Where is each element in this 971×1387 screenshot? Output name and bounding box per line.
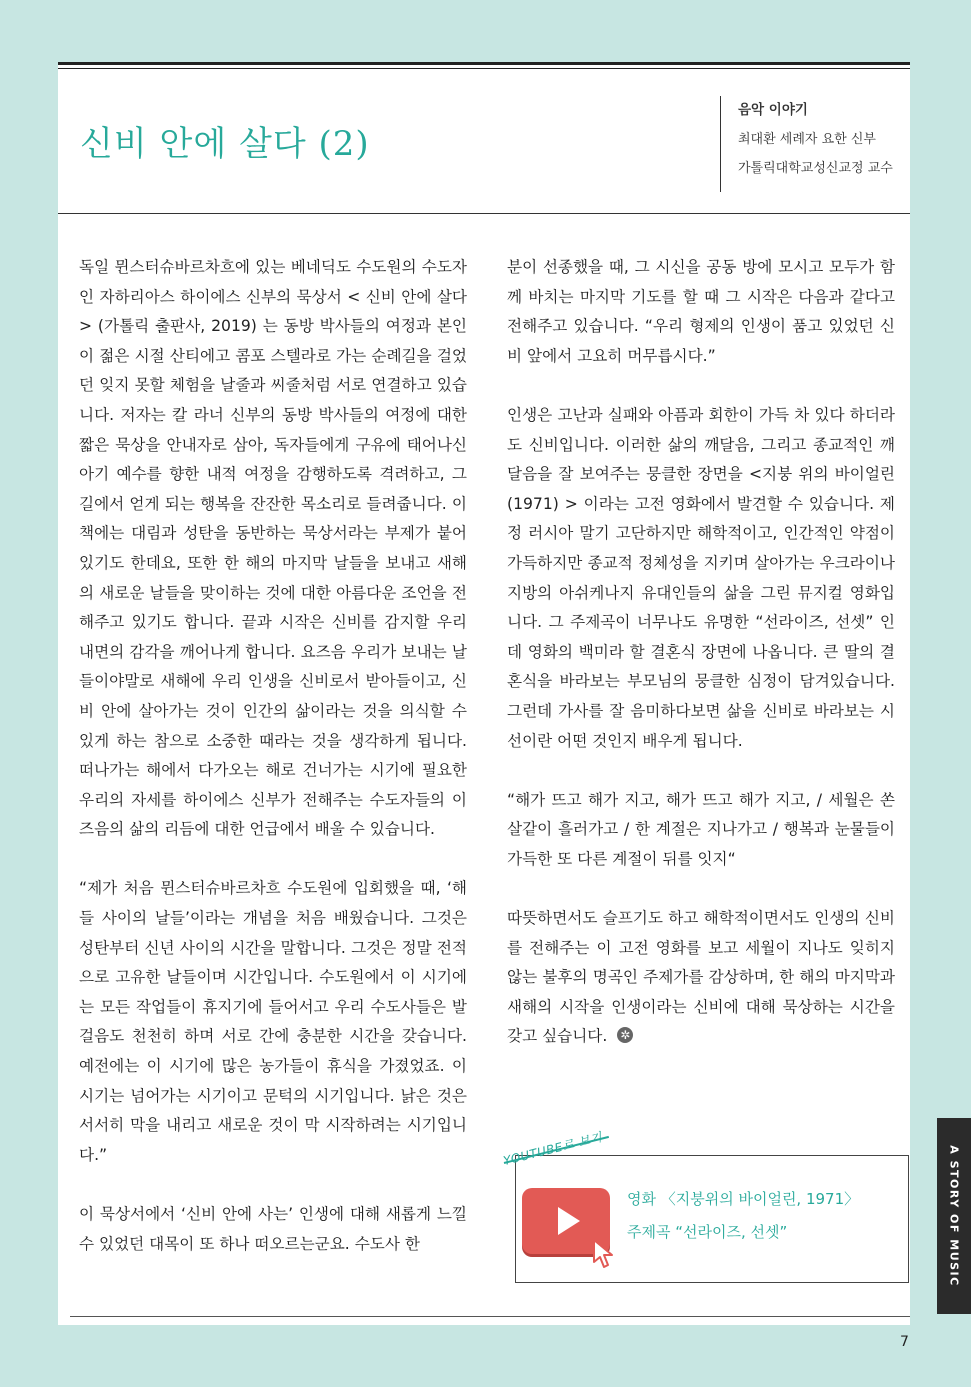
youtube-theme-song[interactable]: 주제곡 “선라이즈, 선셋” bbox=[627, 1223, 788, 1241]
left-column bbox=[79, 253, 467, 1289]
paragraph: 이 묵상서에서 ‘신비 안에 사는’ 인생에 대해 새롭게 느낄 수 있었던 대목이 또 하나 떠오르는군요. 수도사 한 bbox=[79, 1205, 467, 1253]
page-title: 신비 안에 살다 (2) bbox=[80, 124, 370, 164]
side-tab-label: A STORY OF MUSIC bbox=[947, 1145, 961, 1287]
paragraph: “해가 뜨고 해가 지고, 해가 뜨고 해가 지고, / 세월은 쏜살같이 흘러가고 / 한 계절은 지나가고 / 행복과 눈물들이 가득한 또 다른 계절이 뒤를 잇지“ bbox=[507, 790, 895, 868]
footer-rule bbox=[70, 1316, 910, 1317]
end-mark-icon bbox=[617, 1027, 633, 1043]
paragraph-text: 따뜻하면서도 슬프기도 하고 해학적이면서도 인생의 신비를 전해주는 이 고전 영화를 보고 세월이 지나도 잊히지 않는 불후의 명곡인 주제가를 감상하며, 한 해의 마지막과 새해의 시작을 인생이라는 신비에 대해 묵상하는 시간을 갖고 싶습니다. bbox=[507, 909, 895, 1046]
youtube-movie-title[interactable]: 영화 〈지붕위의 바이얼린, 1971〉 bbox=[627, 1190, 860, 1208]
category-label: 음악 이야기 bbox=[738, 102, 808, 118]
paragraph bbox=[507, 904, 895, 1052]
header-rule bbox=[58, 213, 910, 214]
paragraph: “제가 처음 뮌스터슈바르차흐 수도원에 입회했을 때, ‘해들 사이의 날들’이라는 개념을 처음 배웠습니다. 그것은 성탄부터 신년 사이의 시간을 말합니다. 그것은 정말 전적으로 고유한 날들이며 시간입니다. 수도원에서 이 시기에는 모든 작업들이 휴지기에 들어서고 우리 수도사들은 발걸음도 천천히 하며 서로 간에 충분한 시간을 갖습니다. 예전에는 이 시기에 많은 농가들이 휴식을 가졌었죠. 이 시기는 넘어가는 시기이고 문턱의 시기입니다. 낡은 것은 서서히 막을 내리고 새로운 것이 막 시작하려는 시기입니다.” bbox=[79, 879, 467, 1164]
page-number: 7 bbox=[900, 1334, 909, 1350]
paragraph: 분이 선종했을 때, 그 시신을 공동 방에 모시고 모두가 함께 바치는 마지막 기도를 할 때 그 시작은 다음과 같다고 전해주고 있습니다. “우리 형제의 인생이 품고 있었던 신비 앞에서 고요히 머무릅시다.” bbox=[507, 258, 895, 365]
author-affiliation: 가톨릭대학교성신교정 교수 bbox=[738, 161, 893, 176]
right-column bbox=[507, 253, 895, 1082]
cursor-icon bbox=[592, 1238, 618, 1274]
paragraph: 인생은 고난과 실패와 아픔과 회한이 가득 차 있다 하더라도 신비입니다. 이러한 삶의 깨달음, 그리고 종교적인 깨달음을 잘 보여주는 뭉클한 장면을 <지붕 위의 바이얼린 (1971) > 이라는 고전 영화에서 발견할 수 있습니다. 제정 러시아 말기 고단하지만 해학적이고, 인간적인 약점이 가득하지만 종교적 정체성을 지키며 살아가는 우크라이나 지방의 아쉬케나지 유대인들의 삶을 그린 뮤지컬 영화입니다. 그 주제곡이 너무나도 유명한 “선라이즈, 선셋” 인데 영화의 백미라 할 결혼식 장면에 나옵니다. 큰 딸의 결혼식을 바라보는 부모님의 뭉클한 심정이 담겨있습니다. 그런데 가사를 잘 음미하다보면 삶을 신비로 바라보는 시선이란 어떤 것인지 배우게 됩니다. bbox=[507, 405, 895, 750]
paragraph: 독일 뮌스터슈바르차흐에 있는 베네딕도 수도원의 수도자인 자하리아스 하이에스 신부의 묵상서 < 신비 안에 살다 > (가톨릭 출판사, 2019) 는 동방 박사들의 여정과 본인이 젊은 시절 산티에고 콤포 스텔라로 가는 순례길을 걸었던 잊지 못할 체험을 날줄과 씨줄처럼 서로 연결하고 있습니다. 저자는 칼 라너 신부의 동방 박사들의 여정에 대한 짧은 묵상을 안내자로 삼아, 독자들에게 구유에 태어나신 아기 예수를 향한 내적 여정을 감행하도록 격려하고, 그 길에서 얻게 되는 행복을 잔잔한 목소리로 들려줍니다. 이 책에는 대림과 성탄을 동반하는 묵상서라는 부제가 붙어있기도 한데요, 또한 한 해의 마지막 날들을 보내고 새해의 새로운 날들을 맞이하는 것에 대한 아름다운 조언을 전해주고 있기도 합니다. 끝과 시작은 신비를 감지할 우리 내면의 감각을 깨어나게 합니다. 요즈음 우리가 보내는 날들이야말로 새해에 우리 인생을 신비로서 받아들이고, 신비 안에 살아가는 것이 인간의 삶이라는 것을 의식할 수 있게 하는 참으로 소중한 때라는 것을 생각하게 됩니다. 떠나가는 해에서 다가오는 해로 건너가는 시기에 필요한 우리의 자세를 하이에스 신부가 전해주는 수도자들의 이즈음의 삶의 리듬에 대한 언급에서 배울 수 있습니다. bbox=[79, 258, 467, 839]
byline bbox=[720, 96, 893, 192]
section-side-tab bbox=[937, 1118, 971, 1314]
top-rule bbox=[58, 62, 910, 65]
top-rule-thin bbox=[58, 68, 910, 69]
author-name: 최대환 세례자 요한 신부 bbox=[738, 132, 876, 147]
